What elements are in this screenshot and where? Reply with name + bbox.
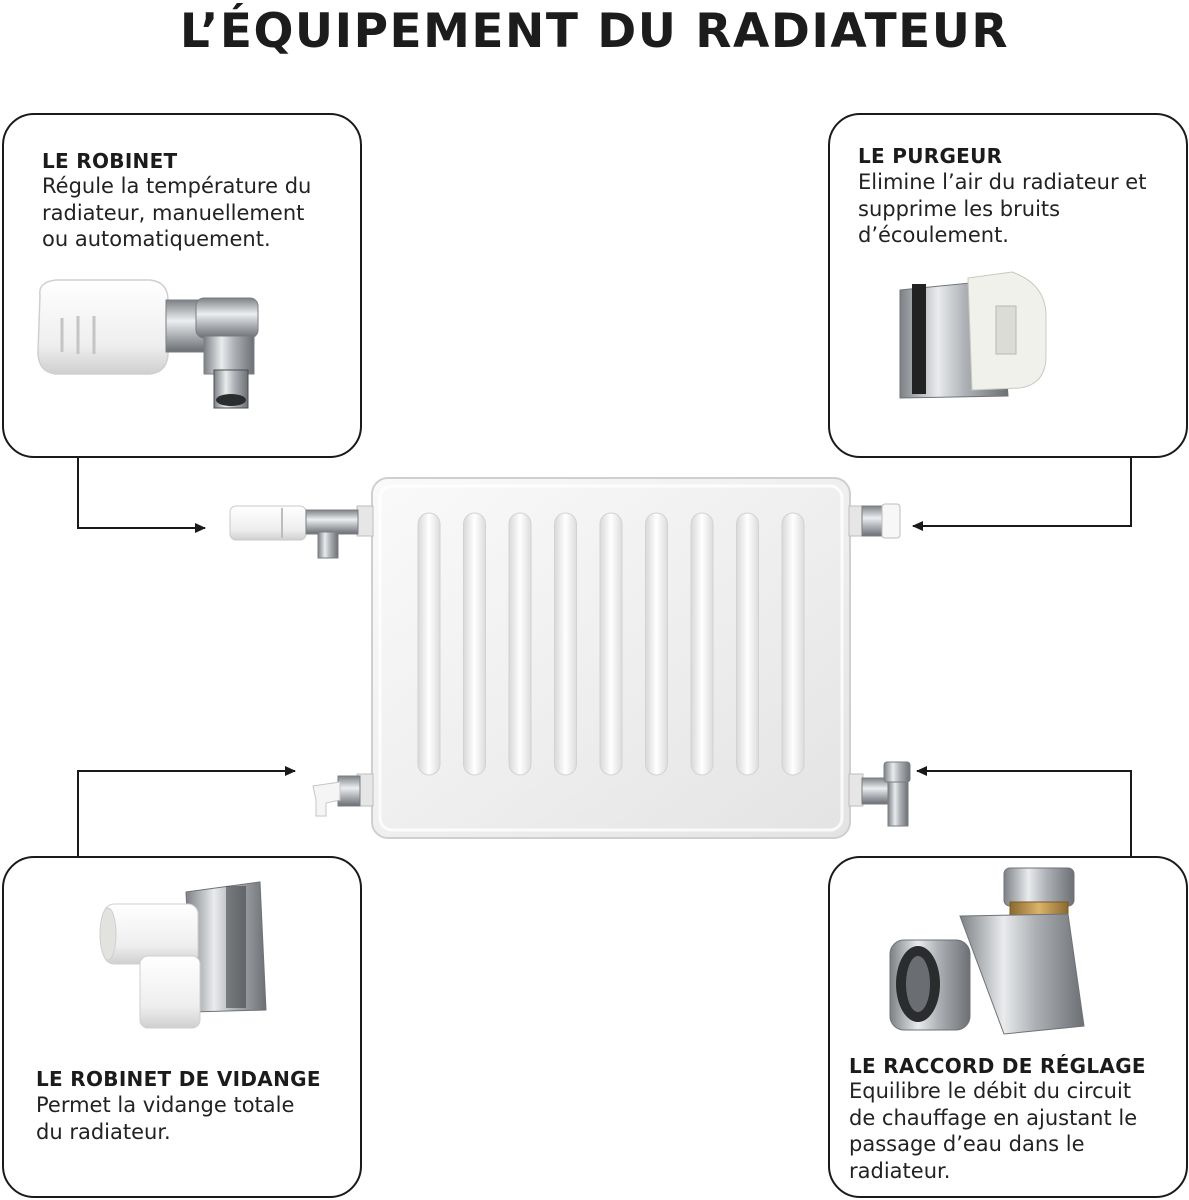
connector-vidange <box>78 771 295 856</box>
raccord-description: Equilibre le débit du circuit de chauffage en ajustant le passage d’eau dans le radiateur. <box>849 1079 1138 1183</box>
radiator-fin <box>782 513 804 775</box>
connector-robinet <box>78 458 205 528</box>
purgeur-description: Elimine l’air du radiateur et supprime les bruits d’écoulement. <box>858 170 1147 247</box>
thermostatic-valve-icon <box>38 280 258 408</box>
radiator-fin <box>646 513 668 775</box>
radiator-fin <box>691 513 713 775</box>
radiator-drain-icon <box>313 776 360 816</box>
drain-cock-icon <box>100 882 266 1028</box>
connector-purgeur <box>913 458 1131 526</box>
radiator-fin <box>600 513 622 775</box>
radiator-valve-icon <box>230 506 358 558</box>
radiator-fin <box>418 513 440 775</box>
robinet-heading: LE ROBINET <box>42 149 178 173</box>
radiator-fin <box>737 513 759 775</box>
connector-raccord <box>917 771 1131 856</box>
purgeur-heading: LE PURGEUR <box>858 144 1003 168</box>
lockshield-valve-icon <box>890 868 1084 1034</box>
diagram-title: L’ÉQUIPEMENT DU RADIATEUR <box>179 4 1010 59</box>
radiator-fin <box>555 513 577 775</box>
air-vent-icon <box>900 272 1046 398</box>
radiator-lockshield-icon <box>862 762 910 826</box>
robinet-description: Régule la température du radiateur, manuellement ou automatiquement. <box>42 174 312 251</box>
raccord-heading: LE RACCORD DE RÉGLAGE <box>849 1054 1146 1078</box>
radiator-bleed-icon <box>862 504 900 538</box>
vidange-heading: LE ROBINET DE VIDANGE <box>36 1067 321 1091</box>
radiator-fin <box>464 513 486 775</box>
vidange-description: Permet la vidange totale du radiateur. <box>36 1093 295 1144</box>
radiator-fin <box>509 513 531 775</box>
radiator <box>357 478 863 838</box>
